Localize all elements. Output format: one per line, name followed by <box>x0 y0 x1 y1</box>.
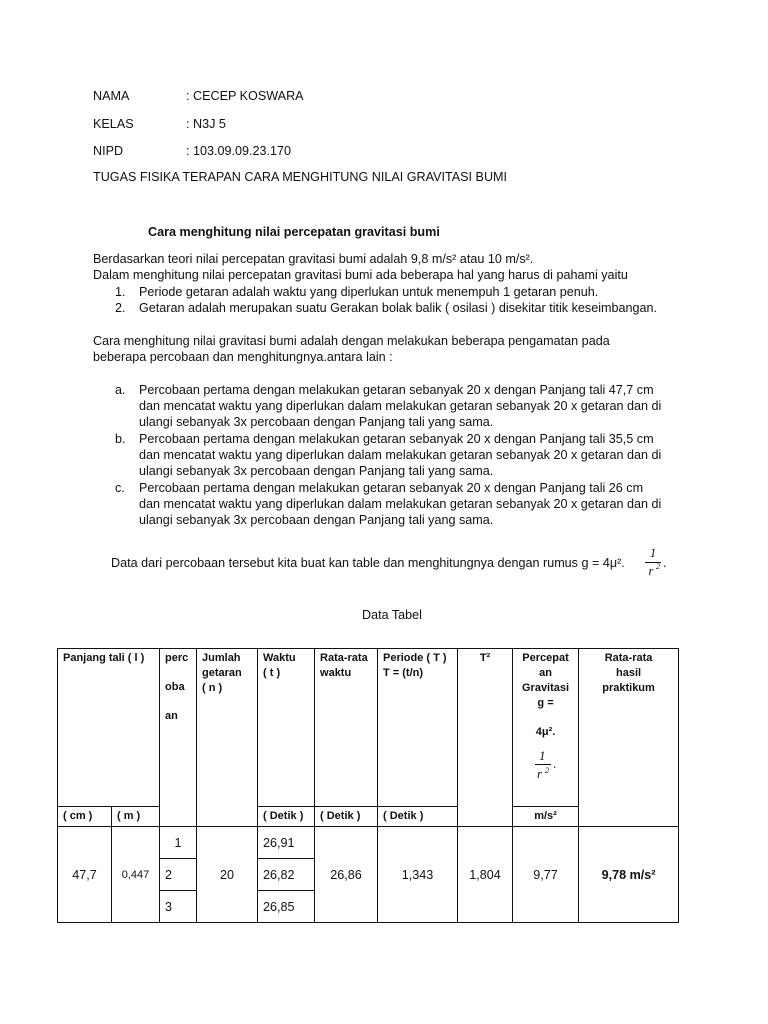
section-title: Cara menghitung nilai percepatan gravitasi bumi <box>148 225 440 239</box>
header-text: ( n ) <box>202 682 223 694</box>
header-text: T = (t/n) <box>383 667 424 679</box>
list-item-text: Getaran adalah merupakan suatu Gerakan bolak balik ( osilasi ) disekitar titik keseimbangan. <box>139 301 658 315</box>
header-text: oba <box>165 681 185 693</box>
fraction-exponent: 2 <box>545 766 550 775</box>
header-percobaan <box>160 649 197 827</box>
list-number: 2. <box>115 301 126 315</box>
unit-ms2: m/s² <box>513 807 579 827</box>
class-value: : N3J 5 <box>186 117 226 131</box>
list-item-line: dan mencatat waktu yang diperlukan dalam melakukan getaran sebanyak 20 x getaran dan di <box>139 448 662 462</box>
header-text: Waktu <box>263 652 296 664</box>
intro-line: Dalam menghitung nilai percepatan gravitasi bumi ada beberapa hal yang harus di pahami yaitu <box>93 268 628 282</box>
name-label: NAMA <box>93 89 130 103</box>
list-item-text: Periode getaran adalah waktu yang diperlukan untuk menempuh 1 getaran penuh. <box>139 285 599 299</box>
cell-cm: 47,7 <box>58 827 112 923</box>
header-text: an <box>165 710 178 722</box>
unit-detik-waktu: ( Detik ) <box>258 807 315 827</box>
intro-line: Berdasarkan teori nilai percepatan gravitasi bumi adalah 9,8 m/s² atau 10 m/s². <box>93 252 534 266</box>
header-text: Periode ( T ) <box>383 652 447 664</box>
header-text: Jumlah <box>202 652 241 664</box>
nipd-value: : 103.09.09.23.170 <box>186 144 292 158</box>
header-text: perc <box>165 652 189 664</box>
header-waktu <box>258 649 315 807</box>
header-t-squared: T² <box>479 652 491 664</box>
nipd-label: NIPD <box>93 144 124 158</box>
cell-t-squared: 1,804 <box>458 827 513 923</box>
formula-dot: . <box>663 556 667 570</box>
header-panjang-tali-label: Panjang tali ( l ) <box>63 652 145 664</box>
list-letter: b. <box>115 432 126 446</box>
header-rata-hasil <box>579 649 679 807</box>
list-item-line: Percobaan pertama dengan melakukan getaran sebanyak 20 x dengan Panjang tali 47,7 cm <box>139 383 654 397</box>
cell-gravitasi: 9,77 <box>513 827 579 923</box>
unit-detik-rata: ( Detik ) <box>315 807 378 827</box>
header-text: waktu <box>320 667 352 679</box>
header-rata-waktu <box>315 649 378 807</box>
cell-rata-hasil: 9,78 m/s² <box>579 827 679 923</box>
cell-trial-no: 3 <box>160 891 197 923</box>
header-fraction <box>518 748 573 782</box>
fraction-denominator: r <box>537 766 543 781</box>
list-item-line: ulangi sebanyak 3x percobaan dengan Panjang tali yang sama. <box>139 513 494 527</box>
header-text: ( t ) <box>263 667 281 679</box>
cell-m: 0,447 <box>112 827 160 923</box>
header-periode <box>378 649 513 807</box>
cell-waktu: 26,91 <box>258 827 315 859</box>
cell-periode: 1,343 <box>378 827 458 923</box>
unit-cm: ( cm ) <box>58 807 112 827</box>
cell-rata-waktu: 26,86 <box>315 827 378 923</box>
header-text: 4μ². <box>535 726 556 738</box>
class-label: KELAS <box>93 117 134 131</box>
list-number: 1. <box>115 285 126 299</box>
cell-trial-no: 2 <box>160 859 197 891</box>
list-item-line: Percobaan pertama dengan melakukan getaran sebanyak 20 x dengan Panjang tali 26 cm <box>139 481 644 495</box>
fraction-dot: . <box>553 756 557 771</box>
method-line: Cara menghitung nilai gravitasi bumi adalah dengan melakukan beberapa pengamatan pada <box>93 334 610 348</box>
unit-rata-hasil-empty <box>579 807 679 827</box>
unit-m: ( m ) <box>112 807 160 827</box>
formula-text: Data dari percobaan tersebut kita buat kan table dan menghitungnya dengan rumus g = 4μ². <box>111 556 625 570</box>
header-text: an <box>539 667 552 679</box>
list-letter: a. <box>115 383 126 397</box>
header-text: Percepat <box>522 652 569 664</box>
formula-exponent: 2 <box>656 562 660 571</box>
header-jumlah-getaran <box>197 649 258 827</box>
list-letter: c. <box>115 481 125 495</box>
list-item-line: dan mencatat waktu yang diperlukan dalam melakukan getaran sebanyak 20 x getaran dan di <box>139 399 662 413</box>
cell-trial-no: 1 <box>160 827 197 859</box>
list-item-line: ulangi sebanyak 3x percobaan dengan Panjang tali yang sama. <box>139 464 494 478</box>
data-table <box>57 648 679 923</box>
fraction-numerator: 1 <box>539 748 546 763</box>
header-percepatan-gravitasi <box>513 649 579 807</box>
unit-detik-periode: ( Detik ) <box>378 807 458 827</box>
list-item-line: dan mencatat waktu yang diperlukan dalam melakukan getaran sebanyak 20 x getaran dan di <box>139 497 662 511</box>
header-text: hasil <box>615 667 642 679</box>
name-value: : CECEP KOSWARA <box>186 89 304 103</box>
header-panjang-tali <box>58 649 160 807</box>
unit-t-squared-empty <box>458 807 513 827</box>
cell-waktu: 26,82 <box>258 859 315 891</box>
assignment-title: TUGAS FISIKA TERAPAN CARA MENGHITUNG NILAI GRAVITASI BUMI <box>93 170 508 184</box>
header-text: Gravitasi <box>521 682 570 694</box>
table-title: Data Tabel <box>362 608 422 622</box>
list-item-line: Percobaan pertama dengan melakukan getaran sebanyak 20 x dengan Panjang tali 35,5 cm <box>139 432 654 446</box>
header-text: praktikum <box>602 682 655 694</box>
header-text: Rata-rata <box>604 652 653 664</box>
header-text: Rata-rata <box>320 652 368 664</box>
formula-denominator: r <box>648 564 654 578</box>
formula-numerator: 1 <box>649 546 657 560</box>
method-line: beberapa percobaan dan menghitungnya.antara lain : <box>93 350 393 364</box>
cell-jumlah: 20 <box>197 827 258 923</box>
cell-waktu: 26,85 <box>258 891 315 923</box>
list-item-line: ulangi sebanyak 3x percobaan dengan Panjang tali yang sama. <box>139 415 494 429</box>
header-text: getaran <box>202 667 242 679</box>
header-text: g = <box>537 697 554 709</box>
